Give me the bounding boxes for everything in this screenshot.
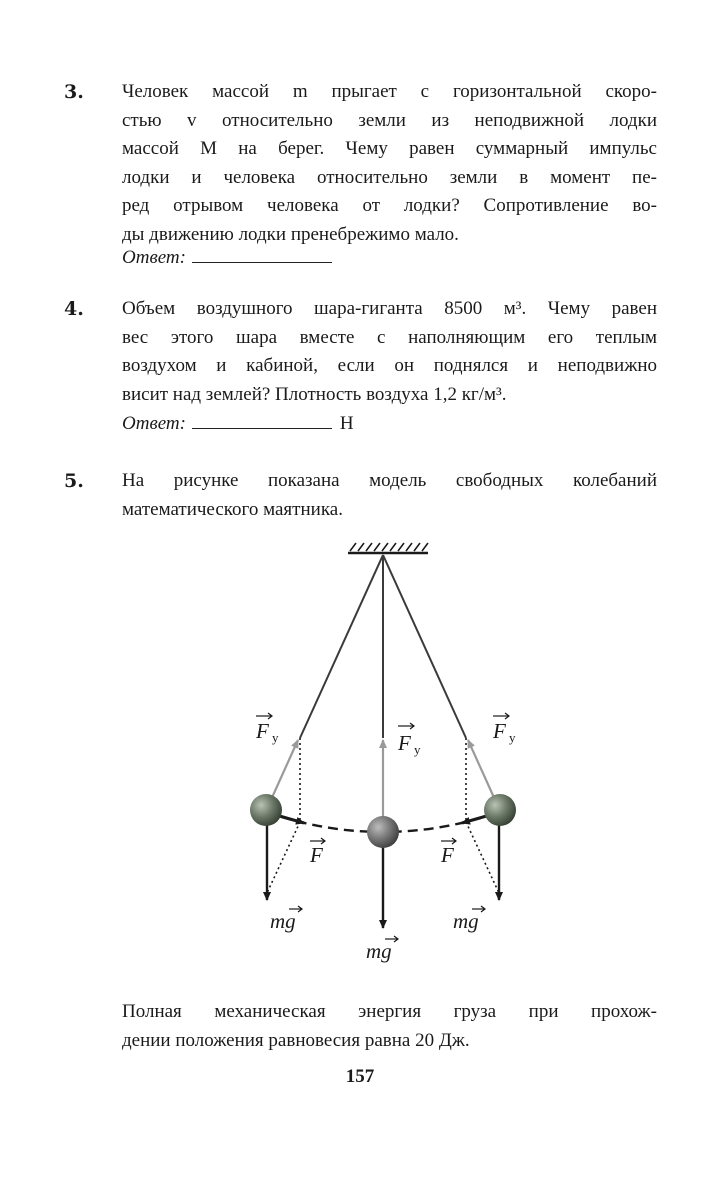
- label-force-right: [440, 838, 456, 867]
- ball-left: [250, 794, 282, 826]
- label-tension-center: [397, 723, 421, 757]
- svg-text:у: у: [509, 730, 516, 745]
- svg-text:у: у: [414, 742, 421, 757]
- text-line: ред отрывом человека от лодки? Сопротивление во-: [122, 195, 657, 216]
- svg-text:F: F: [310, 843, 323, 867]
- text-line: На рисунке показана модель свободных колебаний: [122, 470, 657, 491]
- page-number: 157: [345, 1066, 375, 1087]
- answer-label: Ответ:: [122, 413, 186, 434]
- tension-arrow-right: [468, 740, 496, 802]
- tension-arrow-left: [270, 740, 298, 802]
- text-line: Полная механическая энергия груза при прохож-: [122, 1001, 657, 1022]
- svg-text:F: F: [398, 731, 411, 755]
- svg-text:F: F: [493, 719, 506, 743]
- label-tension-right: [492, 713, 516, 745]
- text-line: ды движению лодки пренебрежимо мало.: [122, 223, 459, 245]
- text-line: вес этого шара вместе с наполняющим его теплым: [122, 326, 657, 348]
- string-right: [383, 555, 466, 738]
- svg-text:F: F: [441, 843, 454, 867]
- label-tension-left: [255, 713, 279, 745]
- answer-unit: Н: [339, 413, 354, 434]
- svg-text:mg: mg: [270, 909, 296, 933]
- ceiling-support: [348, 543, 428, 553]
- label-gravity-right: [453, 906, 485, 933]
- svg-text:mg: mg: [366, 939, 392, 963]
- text-line: висит над землей? Плотность воздуха 1,2 кг/м³.: [122, 383, 507, 405]
- string-left: [300, 555, 383, 738]
- problem-number: 5.: [64, 470, 84, 492]
- text-line: дении положения равновесия равна 20 Дж.: [122, 1029, 470, 1051]
- ball-center: [367, 816, 399, 848]
- svg-text:mg: mg: [453, 909, 479, 933]
- text-line: массой M на берег. Чему равен суммарный импульс: [122, 138, 657, 159]
- problem-number: 4.: [64, 298, 84, 320]
- text-line: лодки и человека относительно земли в момент пе-: [122, 166, 657, 188]
- svg-text:у: у: [272, 730, 279, 745]
- problem-number: 3.: [64, 81, 84, 103]
- text-line: математического маятника.: [122, 498, 343, 520]
- problem-5-continuation: [122, 998, 657, 1055]
- text-line: Объем воздушного шара-гиганта 8500 м³. Чему равен: [122, 298, 657, 319]
- label-gravity-left: [270, 906, 302, 933]
- label-force-left: [309, 838, 325, 867]
- text-line: Человек массой m прыгает с горизонтальной скоро-: [122, 81, 657, 102]
- ball-right: [484, 794, 516, 826]
- answer-label: Ответ:: [122, 247, 186, 268]
- text-line: воздухом и кабиной, если он поднялся и неподвижно: [122, 355, 657, 376]
- text-line: стью v относительно земли из неподвижной лодки: [122, 109, 657, 131]
- label-gravity-center: [366, 936, 398, 963]
- svg-text:F: F: [256, 719, 269, 743]
